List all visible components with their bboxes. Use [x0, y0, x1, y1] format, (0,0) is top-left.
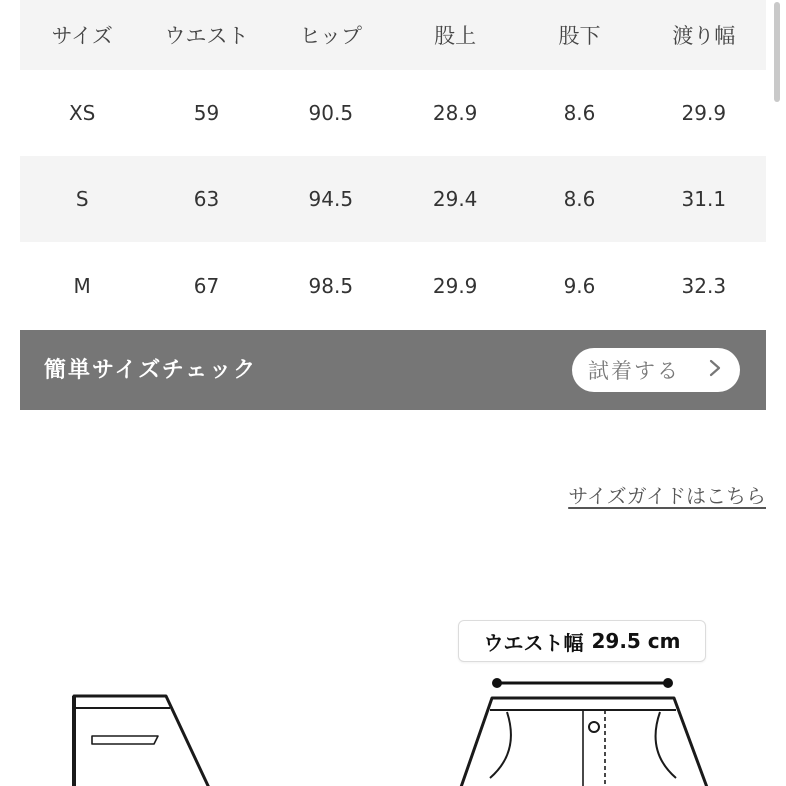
cell-waist: 67 [193, 274, 220, 298]
pants-back-view [74, 696, 210, 786]
waist-measurement-label [458, 620, 706, 662]
size-table [20, 0, 766, 330]
cell-waist: 59 [193, 101, 220, 125]
try-on-button-label: 試着する [588, 359, 680, 383]
cell-thigh-width: 32.3 [681, 274, 727, 298]
chevron-right-icon [708, 358, 722, 383]
header-rise: 股上 [434, 24, 477, 48]
size-guide-link[interactable]: サイズガイドはこちら [568, 484, 766, 508]
table-row [20, 156, 766, 242]
cell-size: S [75, 187, 89, 211]
cell-rise: 29.4 [432, 187, 478, 211]
size-check-bar [20, 330, 766, 410]
cell-waist: 63 [193, 187, 220, 211]
cell-inseam: 8.6 [563, 101, 596, 125]
header-hip: ヒップ [299, 24, 362, 48]
cell-rise: 28.9 [432, 101, 478, 125]
pants-illustration [0, 660, 786, 786]
cell-thigh-width: 29.9 [681, 101, 727, 125]
size-check-title: 簡単サイズチェック [44, 358, 258, 383]
cell-hip: 90.5 [308, 101, 354, 125]
pants-front-view [460, 698, 708, 786]
cell-thigh-width: 31.1 [681, 187, 727, 211]
waist-measure-line [492, 678, 673, 688]
waist-measurement-name: ウエスト幅 [483, 630, 584, 655]
table-header-row [20, 0, 766, 70]
cell-hip: 98.5 [308, 274, 354, 298]
cell-size: XS [68, 101, 96, 125]
table-row [20, 242, 766, 330]
header-size: サイズ [51, 24, 113, 48]
cell-inseam: 8.6 [563, 187, 596, 211]
try-on-button[interactable] [572, 348, 740, 392]
cell-inseam: 9.6 [563, 274, 596, 298]
cell-rise: 29.9 [432, 274, 478, 298]
cell-size: M [73, 274, 91, 298]
header-thigh-width: 渡り幅 [672, 24, 736, 48]
table-row [20, 70, 766, 156]
header-waist: ウエスト [164, 24, 249, 48]
waist-measurement-value: 29.5 cm [591, 629, 681, 653]
scrollbar-thumb[interactable] [774, 2, 780, 102]
header-inseam: 股下 [558, 24, 601, 48]
cell-hip: 94.5 [308, 187, 354, 211]
